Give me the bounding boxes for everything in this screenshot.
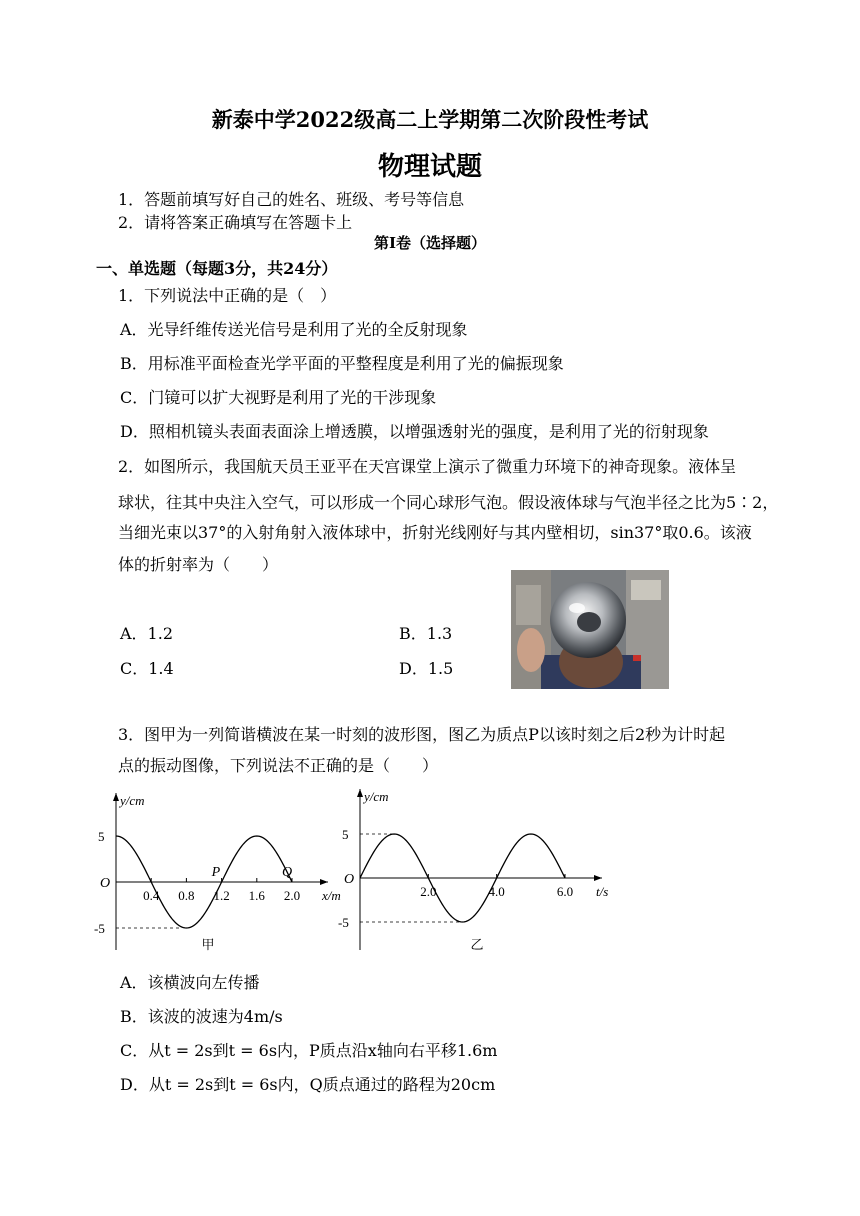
x-axis-arrow: [594, 875, 602, 881]
astronaut-photo: [511, 570, 669, 689]
y-tick-label: 5: [342, 827, 349, 842]
astronaut-photo-illustration: [511, 570, 669, 689]
exam-title: 新泰中学2022级高二上学期第二次阶段性考试: [211, 107, 649, 132]
q3-option-d: D．从t = 2s到t = 6s内，Q质点通过的路程为20cm: [120, 1075, 496, 1094]
x-tick-label: 1.6: [248, 888, 265, 903]
q2-option-c: C．1.4: [120, 659, 174, 678]
point-label-p: P: [211, 865, 221, 880]
q1-option-a: A．光导纤维传送光信号是利用了光的全反射现象: [120, 320, 468, 339]
q3-option-a: A．该横波向左传播: [120, 973, 260, 992]
vibration-graph-yi: [340, 785, 610, 960]
q3-option-c: C．从t = 2s到t = 6s内，P质点沿x轴向右平移1.6m: [120, 1041, 498, 1060]
x-axis-label: x/m: [322, 888, 341, 903]
y-axis-arrow: [357, 789, 363, 797]
x-tick-label: 0.8: [178, 888, 195, 903]
q2-line-4: 体的折射率为（ ）: [118, 555, 279, 574]
q2-option-d: D．1.5: [399, 659, 454, 678]
point-label-q: Q: [282, 865, 293, 880]
y-axis-label: y/cm: [120, 793, 145, 808]
x-axis-arrow: [320, 879, 328, 885]
x-tick-label: 2.0: [283, 888, 301, 903]
origin-label: O: [100, 876, 111, 891]
x-tick-label: 1.2: [213, 888, 230, 903]
x-axis-label: t/s: [596, 884, 609, 899]
note-2: 2．请将答案正确填写在答题卡上: [118, 213, 353, 232]
chart-caption: 乙: [470, 937, 484, 952]
y-tick-label: -5: [338, 915, 349, 930]
origin-label: O: [344, 872, 355, 887]
q2-line-1: 2．如图所示，我国航天员王亚平在天宫课堂上演示了微重力环境下的神奇现象。液体呈: [118, 457, 737, 476]
q1-option-c: C．门镜可以扩大视野是利用了光的干涉现象: [120, 388, 437, 407]
x-tick-label: 0.4: [143, 888, 160, 903]
q1-option-b: B．用标准平面检查光学平面的平整程度是利用了光的偏振现象: [120, 354, 564, 373]
y-axis-label: y/cm: [364, 789, 389, 804]
x-tick-label: 4.0: [488, 884, 505, 899]
q1-stem: 1．下列说法中正确的是（ ）: [118, 286, 337, 305]
q3-option-b: B．该波的波速为4m/s: [120, 1007, 283, 1026]
q1-option-d: D．照相机镜头表面表面涂上增透膜，以增强透射光的强度，是利用了光的衍射现象: [120, 422, 709, 441]
q2-option-a: A．1.2: [120, 624, 174, 643]
y-tick-label: 5: [98, 829, 105, 844]
q3-line-1: 3．图甲为一列简谐横波在某一时刻的波形图，图乙为质点P以该时刻之后2秒为计时起: [118, 725, 726, 744]
chart-caption: 甲: [201, 937, 215, 952]
note-1: 1．答题前填写好自己的姓名、班级、考号等信息: [118, 190, 465, 209]
wave-graph-jia: [94, 785, 345, 960]
y-axis-arrow: [113, 793, 119, 801]
volume-title: 第Ⅰ卷（选择题）: [373, 234, 487, 252]
subject-title: 物理试题: [377, 152, 482, 182]
x-tick-label: 6.0: [556, 884, 574, 899]
section-title: 一、单选题（每题3分，共24分）: [96, 259, 338, 278]
q2-option-b: B．1.3: [399, 624, 453, 643]
q2-line-3: 当细光束以37°的入射角射入液体球中，折射光线刚好与其内壁相切，sin37°取0.6。该液: [118, 523, 752, 542]
q2-line-2: 球状，往其中央注入空气，可以形成一个同心球形气泡。假设液体球与气泡半径之比为5∶2，: [118, 493, 779, 512]
y-tick-label: -5: [94, 921, 105, 936]
q3-line-2: 点的振动图像，下列说法不正确的是（ ）: [118, 756, 439, 775]
x-tick-label: 2.0: [420, 884, 437, 899]
